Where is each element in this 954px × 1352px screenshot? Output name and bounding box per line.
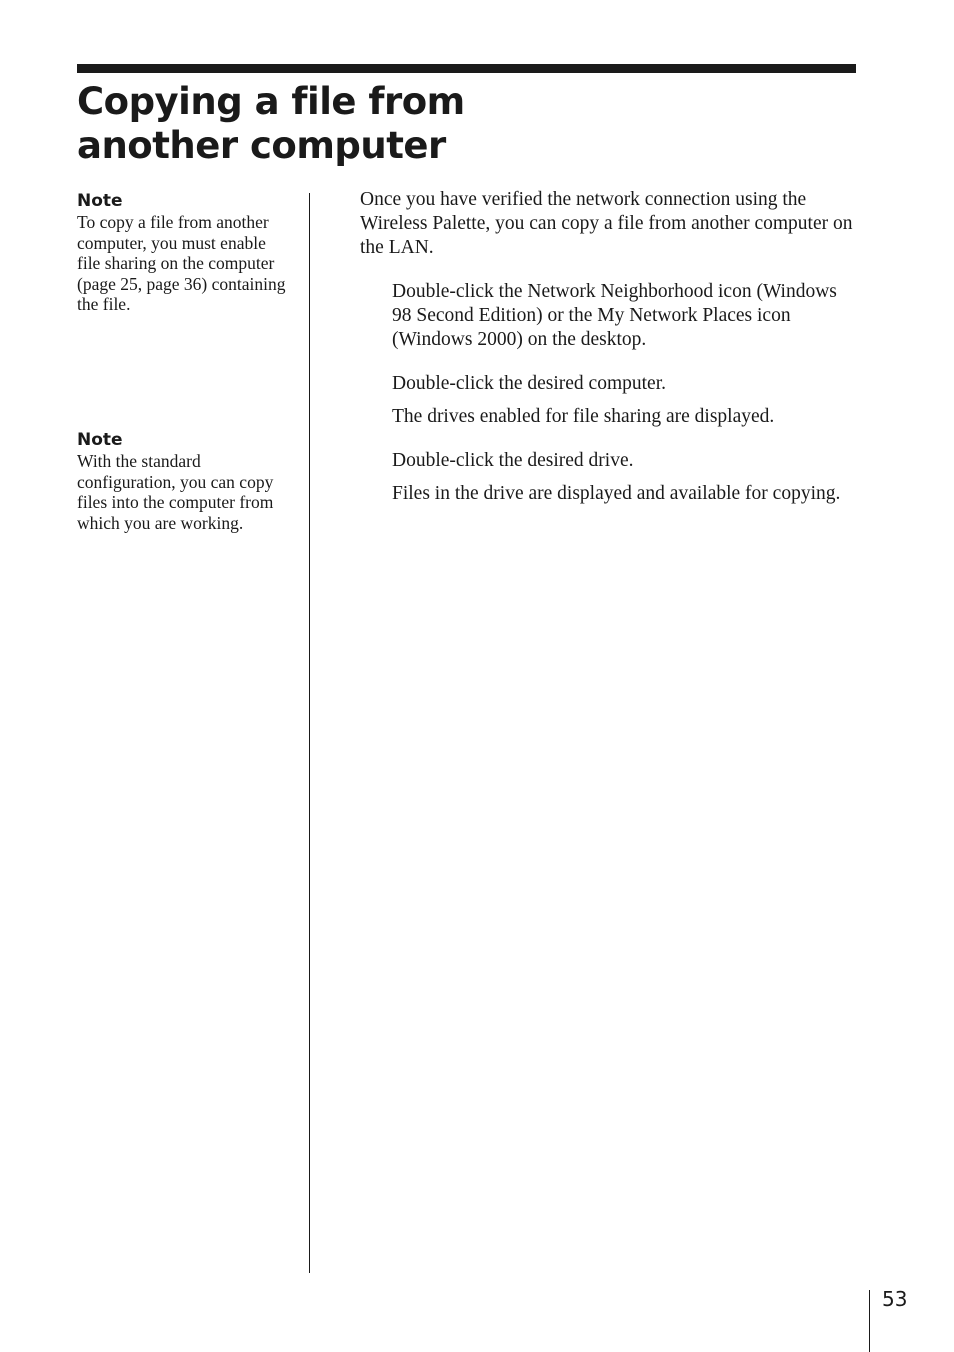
page-title-line-2: another computer xyxy=(77,124,446,167)
step-1-instruction: Double-click the Network Neighborhood icon (Windows 98 Second Edition) or the My Network Places icon (Windows 2000) on the desktop. xyxy=(392,281,837,350)
step-2-instruction: Double-click the desired computer. xyxy=(392,373,666,394)
column-divider xyxy=(309,193,310,1273)
page-title xyxy=(77,80,777,168)
note-heading: Note xyxy=(77,191,123,211)
note-standard-configuration xyxy=(77,429,299,533)
intro-paragraph: Once you have verified the network connection using the Wireless Palette, you can copy a file from another computer on the LAN. xyxy=(360,189,853,258)
page-title-line-1: Copying a file from xyxy=(77,80,465,123)
header-rule xyxy=(77,64,856,73)
step-3-instruction: Double-click the desired drive. xyxy=(392,450,634,471)
note-text: With the standard configuration, you can copy files into the computer from which you are working. xyxy=(77,451,274,533)
page-number: 53 xyxy=(882,1287,908,1311)
page-number-rule xyxy=(869,1290,870,1352)
note-file-sharing xyxy=(77,190,299,315)
step-2-result: The drives enabled for file sharing are displayed. xyxy=(392,406,775,427)
note-text: To copy a file from another computer, you must enable file sharing on the computer (page 25, page 36) containing the file. xyxy=(77,212,286,314)
note-heading: Note xyxy=(77,430,123,450)
step-3-result: Files in the drive are displayed and available for copying. xyxy=(392,483,841,504)
